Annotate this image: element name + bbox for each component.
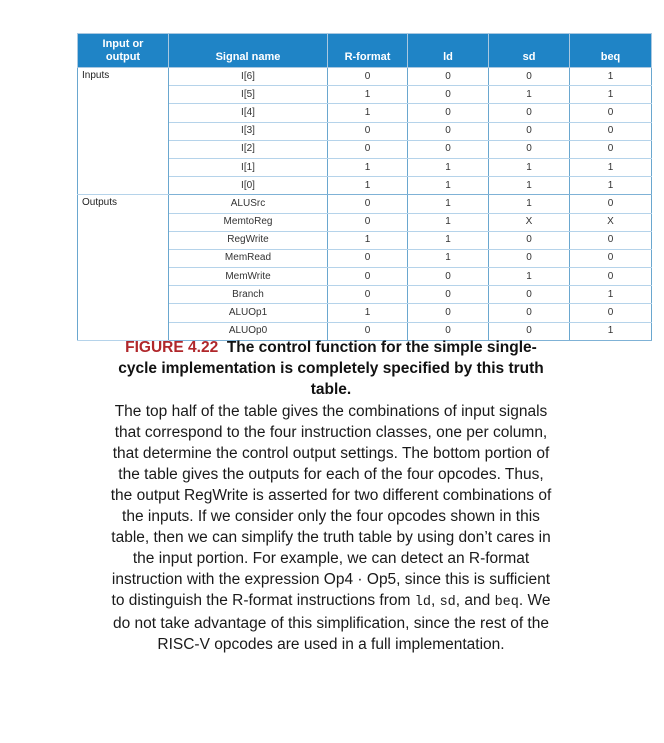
signal-name-cell: I[1] — [169, 158, 328, 176]
signal-name-cell: Branch — [169, 286, 328, 304]
value-cell-r-format: 1 — [328, 86, 408, 104]
value-cell-sd: 0 — [489, 304, 570, 322]
header-sd: sd — [489, 34, 570, 68]
value-cell-r-format: 0 — [328, 195, 408, 213]
value-cell-r-format: 0 — [328, 286, 408, 304]
value-cell-ld: 0 — [408, 286, 489, 304]
value-cell-beq: 0 — [570, 195, 652, 213]
signal-name-cell: I[5] — [169, 86, 328, 104]
value-cell-r-format: 1 — [328, 104, 408, 122]
figure-caption — [110, 337, 552, 655]
signal-name-cell: I[2] — [169, 140, 328, 158]
value-cell-r-format: 0 — [328, 68, 408, 86]
control-truth-table — [77, 33, 652, 341]
value-cell-r-format: 0 — [328, 322, 408, 340]
signal-name-cell: MemtoReg — [169, 213, 328, 231]
value-cell-r-format: 1 — [328, 231, 408, 249]
value-cell-sd: 1 — [489, 158, 570, 176]
value-cell-beq: 0 — [570, 104, 652, 122]
header-ld: ld — [408, 34, 489, 68]
header-signal-name: Signal name — [169, 34, 328, 68]
header-beq: beq — [570, 34, 652, 68]
value-cell-r-format: 1 — [328, 158, 408, 176]
value-cell-sd: 0 — [489, 104, 570, 122]
value-cell-ld: 0 — [408, 122, 489, 140]
group-label-inputs: Inputs — [78, 68, 169, 195]
value-cell-beq: 0 — [570, 268, 652, 286]
value-cell-beq: 1 — [570, 322, 652, 340]
signal-name-cell: ALUOp0 — [169, 322, 328, 340]
value-cell-ld: 1 — [408, 195, 489, 213]
value-cell-sd: 0 — [489, 286, 570, 304]
value-cell-sd: 0 — [489, 322, 570, 340]
value-cell-beq: 0 — [570, 249, 652, 267]
caption-body-text: The top half of the table gives the combinations of input signals that correspond to the four instruction classes, one per column, that determine the control output settings. The bottom portion of the table gives the outputs for each of the four opcodes. Thus, the output RegWrite is asserted for two different combinations of the inputs. If we consider only the four opcodes shown in this table, then we can simplify the truth table by using don’t cares in the input portion. For example, we can detect an R-format instruction with the expression Op4 · Op5, since this is sufficient to distinguish the R-format instructions from — [110, 403, 552, 609]
code-ld: ld — [414, 595, 431, 610]
signal-name-cell: I[6] — [169, 68, 328, 86]
signal-name-cell: RegWrite — [169, 231, 328, 249]
table-row — [78, 195, 652, 213]
value-cell-beq: 1 — [570, 86, 652, 104]
value-cell-sd: 0 — [489, 231, 570, 249]
code-beq: beq — [494, 595, 519, 610]
caption-body-text-end: . We do not take advantage of this simplification, since the rest of the RISC-V opcodes are used in a full implementation. — [113, 592, 551, 653]
signal-name-cell: I[4] — [169, 104, 328, 122]
signal-name-cell: I[3] — [169, 122, 328, 140]
caption-sep-1: , — [430, 592, 436, 609]
value-cell-ld: 0 — [408, 304, 489, 322]
caption-body — [110, 401, 552, 655]
value-cell-sd: 1 — [489, 195, 570, 213]
figure-number: FIGURE 4.22 — [125, 339, 219, 356]
value-cell-ld: 0 — [408, 140, 489, 158]
group-label-outputs: Outputs — [78, 195, 169, 341]
value-cell-beq: 0 — [570, 140, 652, 158]
value-cell-beq: 1 — [570, 68, 652, 86]
header-input-or-output: Input or output — [78, 34, 169, 68]
table-row — [78, 68, 652, 86]
value-cell-ld: 1 — [408, 249, 489, 267]
value-cell-sd: 0 — [489, 68, 570, 86]
value-cell-ld: 0 — [408, 86, 489, 104]
value-cell-r-format: 0 — [328, 249, 408, 267]
value-cell-sd: 1 — [489, 86, 570, 104]
value-cell-r-format: 0 — [328, 122, 408, 140]
value-cell-ld: 0 — [408, 68, 489, 86]
value-cell-beq: 1 — [570, 177, 652, 195]
value-cell-sd: 0 — [489, 140, 570, 158]
value-cell-r-format: 0 — [328, 268, 408, 286]
signal-name-cell: I[0] — [169, 177, 328, 195]
value-cell-ld: 1 — [408, 231, 489, 249]
caption-title-block — [110, 337, 552, 400]
signal-name-cell: MemWrite — [169, 268, 328, 286]
table-header-row — [78, 34, 652, 68]
caption-sep-2: , and — [455, 592, 491, 609]
value-cell-sd: 0 — [489, 249, 570, 267]
value-cell-ld: 1 — [408, 213, 489, 231]
value-cell-sd: 1 — [489, 177, 570, 195]
value-cell-beq: 0 — [570, 122, 652, 140]
value-cell-ld: 0 — [408, 322, 489, 340]
value-cell-ld: 1 — [408, 177, 489, 195]
value-cell-r-format: 0 — [328, 140, 408, 158]
value-cell-ld: 1 — [408, 158, 489, 176]
value-cell-sd: 1 — [489, 268, 570, 286]
value-cell-r-format: 1 — [328, 177, 408, 195]
value-cell-r-format: 0 — [328, 213, 408, 231]
value-cell-sd: 0 — [489, 122, 570, 140]
value-cell-beq: 1 — [570, 286, 652, 304]
signal-name-cell: ALUOp1 — [169, 304, 328, 322]
value-cell-r-format: 1 — [328, 304, 408, 322]
signal-name-cell: ALUSrc — [169, 195, 328, 213]
header-r-format: R-format — [328, 34, 408, 68]
caption-title: The control function for the simple single-cycle implementation is completely specified by this truth table. — [118, 339, 544, 398]
signal-name-cell: MemRead — [169, 249, 328, 267]
code-sd: sd — [439, 595, 456, 610]
table-body — [78, 68, 652, 341]
value-cell-sd: X — [489, 213, 570, 231]
value-cell-beq: 0 — [570, 231, 652, 249]
value-cell-ld: 0 — [408, 268, 489, 286]
value-cell-beq: 0 — [570, 304, 652, 322]
value-cell-beq: X — [570, 213, 652, 231]
value-cell-beq: 1 — [570, 158, 652, 176]
value-cell-ld: 0 — [408, 104, 489, 122]
